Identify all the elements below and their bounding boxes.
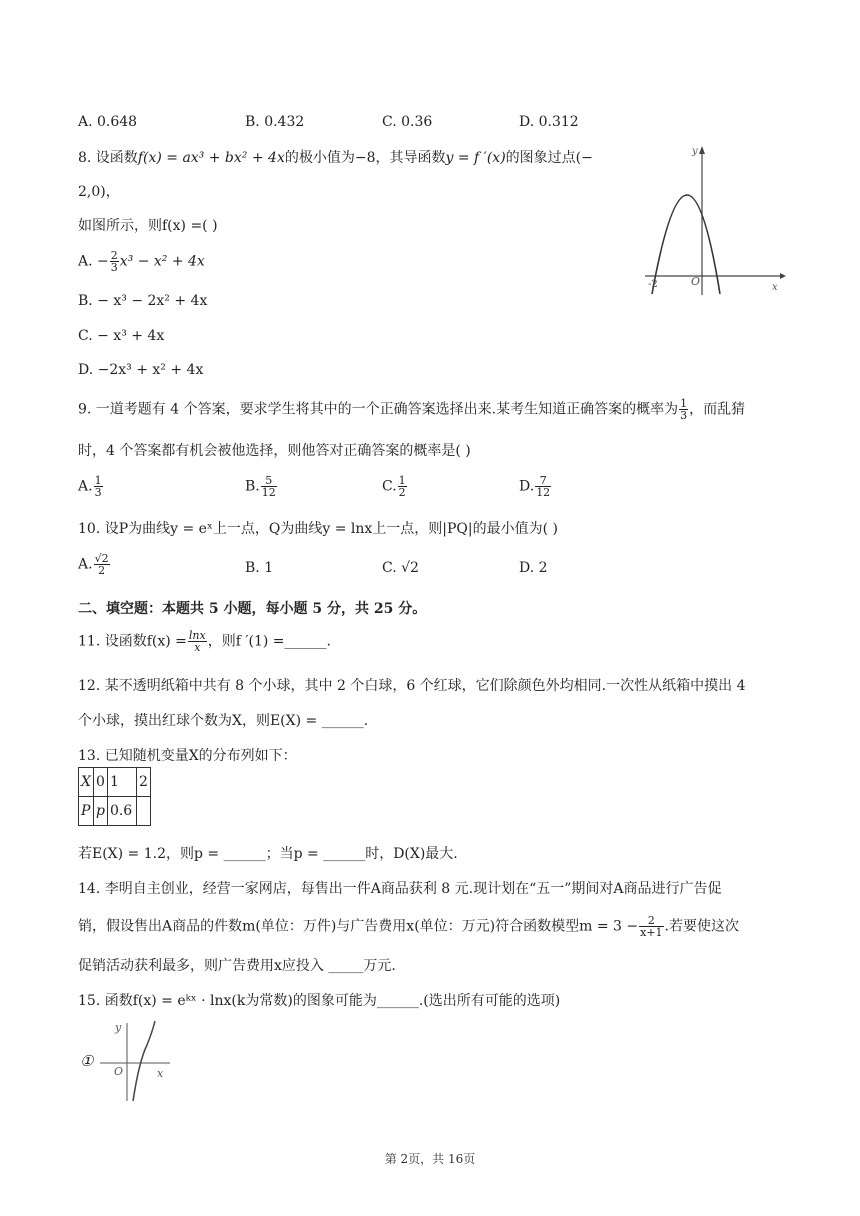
q14-line3: 促销活动获利最多，则广告费用x应投入 _____万元. [78,958,396,974]
q8-option-b: B. − x³ − 2x² + 4x [78,293,208,309]
q15-graph-1 [95,1015,180,1105]
table-cell: 1 [107,768,136,797]
q10-option-d: D. 2 [519,560,548,576]
q9-prob-fraction: $\frac{1}{3}$ [680,397,688,422]
neg2-label: -2 [648,279,658,290]
q8-option-a: A. − $\frac{2}{3}$ x³ − x² + 4x [78,249,205,274]
q11-line: 11. 设函数f(x) = $\frac{\ln x}{x}$ ，则f ′(1) =______. [78,629,331,654]
page-footer: 第 2页，共 16页 [384,1152,476,1166]
q8-option-c: C. − x³ + 4x [78,328,165,344]
table-cell: X [79,768,94,797]
parabola-curve [652,195,720,294]
y-label: y [692,146,698,157]
q13-after: 若E(X) = 1.2，则p = ______；当p = ______时，D(X)最大. [78,846,458,862]
q10-option-b: B. 1 [245,560,274,576]
table-row [79,797,151,826]
q12-line1: 12. 某不透明纸箱中共有 8 个小球，其中 2 个白球，6 个红球，它们除颜色外均相同.一次性从纸箱中摸出 4 [78,678,746,694]
origin-label: O [114,1065,124,1078]
y-label: y [115,1021,122,1034]
table-cell [136,797,150,826]
q12-line2: 个小球，摸出红球个数为X，则E(X) = ______. [78,713,369,729]
q11-fraction: $\frac{\ln x}{x}$ [188,629,206,654]
section-2-heading: 二、填空题：本题共 5 小题，每小题 5 分，共 25 分。 [78,601,427,617]
q15-option-1-label: ① [80,1052,94,1070]
q9-option-c: C. $\frac{1}{2}$ [382,474,406,499]
q8-line2: 2,0)， [78,184,120,200]
q7-option-b: B. 0.432 [245,114,305,130]
y-axis-arrow [699,146,705,154]
table-cell: 0.6 [107,797,136,826]
q10-line: 10. 设P为曲线y = eˣ上一点，Q为曲线y = lnx上一点，则|PQ|的最小值为( ) [78,521,559,537]
q8-line1: 8. 设函数f(x) = ax³ + bx² + 4x的极小值为−8，其导函数y = f ′(x)的图象过点(− [78,150,593,166]
q15-line: 15. 函数f(x) = eᵏˣ · lnx(k为常数)的图象可能为______.(选出所有可能的选项) [78,993,561,1009]
q9-line1: 9. 一道考题有 4 个答案，要求学生将其中的一个正确答案选择出来.某考生知道正确答案的概率为 $\frac{1}{3}$ ，而乱猜 [78,397,746,422]
x-label: x [157,1067,164,1080]
table-row [79,768,151,797]
q9-line2: 时，4 个答案都有机会被他选择，则他答对正确答案的概率是( ) [78,443,471,459]
q9-option-d: D. $\frac{7}{12}$ [519,474,551,499]
table-cell: 0 [93,768,107,797]
q7-option-a: A. 0.648 [78,114,138,130]
q9-option-a: A. $\frac{1}{3}$ [78,474,102,499]
q8-line3: 如图所示，则f(x) =( ) [78,218,218,234]
q7-option-d: D. 0.312 [519,114,579,130]
q14-line1: 14. 李明自主创业，经营一家网店，每售出一件A商品获利 8 元.现计划在“五一”期间对A商品进行广告促 [78,881,722,897]
x-label: x [772,282,778,293]
q10-option-a: A. $\frac{√2}{2}$ [78,552,109,577]
q14-line2: 销，假设售出A商品的件数m(单位：万件)与广告费用x(单位：万元)符合函数模型m = 3 − $\frac{2}{x+1}$ .若要使这次 [78,914,739,939]
q8-option-a-fraction: $\frac{2}{3}$ [110,249,118,274]
q7-option-c: C. 0.36 [382,114,433,130]
table-cell: p [93,797,107,826]
x-axis-arrow [780,273,786,279]
q10-option-c: C. √2 [382,560,419,576]
q9-option-b: B. $\frac{5}{12}$ [245,474,276,499]
function-curve [133,1021,155,1101]
q13-line: 13. 已知随机变量X的分布列如下： [78,748,297,764]
q14-fraction: $\frac{2}{x+1}$ [640,914,663,939]
table-cell: P [79,797,94,826]
origin-label: O [691,275,701,288]
table-cell: 2 [136,768,150,797]
q8-option-d: D. −2x³ + x² + 4x [78,362,204,378]
q8-derivative-graph [640,140,790,300]
distribution-table [78,767,151,826]
